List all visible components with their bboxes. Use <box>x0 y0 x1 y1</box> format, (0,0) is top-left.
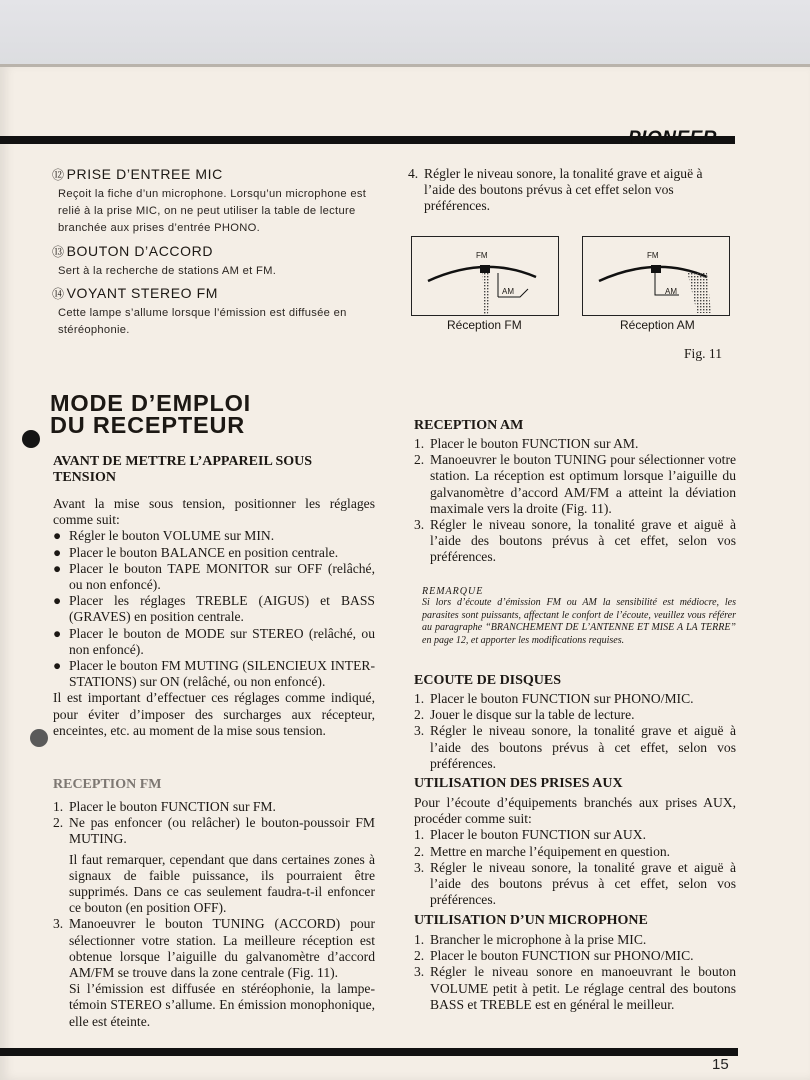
figure-label: Fig. 11 <box>684 346 723 361</box>
figure-caption-am: Réception AM <box>620 318 695 332</box>
section-heading: ECOUTE DE DISQUES <box>414 673 562 688</box>
binder-hole <box>30 729 48 747</box>
controls-description <box>52 166 372 339</box>
section-avant <box>53 454 375 739</box>
item-title: BOUTON D’ACCORD <box>66 243 214 259</box>
bullet: ● <box>53 625 62 641</box>
list-item: 3. Manoeuvrer le bouton TUNING (ACCORD) pour sélectionner votre station. La meilleure réception est obtenue lorsque l’aiguille du galvanomètre d’accord AM/FM se trouve dans la zone centrale (Fig. 11). Si l’émission est diffusée en stéréophonie, la lampe-témoin STEREO s’allume. En émission monophonique, elle est éteinte. <box>53 916 375 1029</box>
section-heading: RECEPTION AM <box>414 418 524 433</box>
meter-fm-diagram <box>411 236 559 316</box>
section-aux <box>414 776 736 908</box>
list-item: 3. Régler le niveau sonore, la tonalité grave et aiguë à l’aide des boutons prévus à cet effet, selon vos préférences. <box>414 859 736 908</box>
footer-rule <box>0 1048 738 1056</box>
list-item: 1. Placer le bouton FUNCTION sur AUX. <box>414 827 646 843</box>
steps-list <box>414 827 736 908</box>
page-number: 15 <box>712 1056 729 1073</box>
item-text: Sert à la recherche de stations AM et FM. <box>58 265 277 277</box>
item-prise-mic <box>52 166 372 237</box>
settings-list <box>53 528 375 690</box>
list-item: ● Placer le bouton TAPE MONITOR sur OFF (relâché, ou non enfoncé). <box>53 560 375 593</box>
list-item: ● Placer les réglages TREBLE (AIGUS) et BASS (GRAVES) en position centrale. <box>53 593 375 625</box>
item-number: ⑭ <box>52 287 65 301</box>
binder-hole <box>22 430 40 448</box>
meter-fm-svg <box>412 237 558 315</box>
steps-list <box>414 691 736 772</box>
list-item: 2. Ne pas enfoncer (ou relâcher) le bouton-poussoir FM MUTING. Il faut remarquer, cependant que dans certaines zones à signaux de faible puissance, ils pourraient être supprimés. Dans ce cas seulement faudra-t-il enfoncer ce bouton (en position OFF). <box>53 815 375 916</box>
list-item: 3. Régler le niveau sonore en manoeuvrant le bouton VOLUME petit à petit. Le réglage central des boutons BASS et TREBLE est en général le meilleur. <box>414 964 736 1012</box>
list-item: ● Placer le bouton BALANCE en position centrale. <box>53 544 339 560</box>
section-ecoute <box>414 673 736 772</box>
section-reception-am <box>414 418 736 566</box>
brand-logo: PIONEER <box>628 128 718 149</box>
list-item: 2. Manoeuvrer le bouton TUNING pour sélectionner votre station. La réception est optimum lorsque l’aiguille du galvanomètre d’accord AM/FM a atteint la déviation maximale vers la droite (Fig. 11). <box>414 452 736 516</box>
steps-list <box>53 799 375 1030</box>
steps-list <box>414 932 736 1013</box>
item-title: PRISE D’ENTREE MIC <box>66 166 223 182</box>
main-title <box>50 392 370 436</box>
bullet: ● <box>53 528 62 544</box>
remark-box <box>422 586 736 647</box>
section-intro: Pour l’écoute d’équipements branchés aux prises AUX, procéder comme suit: <box>414 795 736 827</box>
item-text: Cette lampe s’allume lorsque l’émission est diffusée en stéréophonie. <box>58 307 347 336</box>
section-reception-fm <box>53 777 375 1030</box>
section-heading: RECEPTION FM <box>53 777 162 792</box>
bullet: ● <box>53 544 62 560</box>
item-title: VOYANT STEREO FM <box>66 285 219 301</box>
header-rule <box>0 136 735 144</box>
section-heading: UTILISATION D’UN MICROPHONE <box>414 913 648 928</box>
list-item: ● Placer le bouton FM MUTING (SILENCIEUX INTER-STATIONS) sur ON (relâché, ou non enfoncé). <box>53 658 375 690</box>
list-item: 3. Régler le niveau sonore, la tonalité grave et aiguë à l’aide des boutons prévus à cet effet, selon vos préférences. <box>414 723 736 771</box>
item-number: ⑬ <box>52 245 65 259</box>
main-title-line1: MODE D’EMPLOI <box>50 390 252 416</box>
section-heading: AVANT DE METTRE L’APPAREIL SOUS TENSION <box>53 454 313 485</box>
remark-text: Si lors d’écoute d’émission FM ou AM la sensibilité est médiocre, les parasites sont puissants, affectant le confort de l’écoute, veuillez vous référer au paragraphe “BRANCHEMENT DE L’ANTENNE ET MISE A LA TERRE” en page 12, et apporter les modifications requises. <box>422 597 736 646</box>
meter-label-fm: FM <box>476 251 488 260</box>
list-item: 2. Mettre en marche l’équipement en question. <box>414 843 671 859</box>
meter-label-am: AM <box>665 287 677 296</box>
meter-am-svg <box>583 237 729 315</box>
section-outro: Il est important d’effectuer ces réglages comme indiqué, pour éviter d’imposer des surcharges aux récepteur, enceintes, etc. au moment de la mise sous tension. <box>53 690 375 738</box>
item-number: ⑫ <box>52 168 65 182</box>
section-heading: UTILISATION DES PRISES AUX <box>414 776 623 791</box>
item-text: Reçoit la fiche d’un microphone. Lorsqu’un microphone est relié à la prise MIC, on ne peut utiliser la table de lecture branchée aux prises d’entrée PHONO. <box>58 188 367 234</box>
list-item: 1. Brancher le microphone à la prise MIC. <box>414 932 647 947</box>
page-edge <box>0 64 810 67</box>
remark-heading: REMARQUE <box>422 586 484 597</box>
scan-background <box>0 0 810 64</box>
list-item: 2. Jouer le disque sur la table de lecture. <box>414 707 635 723</box>
section-intro: Avant la mise sous tension, positionner les réglages comme suit: <box>53 496 375 528</box>
bullet: ● <box>53 560 62 576</box>
list-item: 3. Régler le niveau sonore, la tonalité grave et aiguë à l’aide des boutons prévus à cet effet, selon vos préférences. <box>414 517 736 565</box>
item-voyant-stereo <box>52 285 372 339</box>
list-item: 1. Placer le bouton FUNCTION sur AM. <box>414 436 639 451</box>
list-item: 1. Placer le bouton FUNCTION sur PHONO/MIC. <box>414 691 694 706</box>
meter-label-fm: FM <box>647 251 659 260</box>
note: Il faut remarquer, cependant que dans certaines zones à signaux de faible puissance, ils pourraient être supprimés. Dans ce cas seulement faudra-t-il enfoncer ce bouton (en position OFF). <box>69 851 375 916</box>
list-item: ● Placer le bouton de MODE sur STEREO (relâché, ou non enfoncé). <box>53 625 375 657</box>
item-bouton-accord <box>52 243 372 280</box>
list-item: ● Régler le bouton VOLUME sur MIN. <box>53 528 275 544</box>
step-4: 4. Régler le niveau sonore, la tonalité grave et aiguë à l’aide des boutons prévus à cet effet selon vos préférences. <box>408 166 703 214</box>
list-item: 1. Placer le bouton FUNCTION sur FM. <box>53 799 276 814</box>
figure-caption-fm: Réception FM <box>447 318 522 332</box>
meter-label-am: AM <box>502 287 514 296</box>
meter-am-diagram <box>582 236 730 316</box>
steps-list <box>414 436 736 566</box>
section-microphone <box>414 913 736 1013</box>
list-item: 2. Placer le bouton FUNCTION sur PHONO/MIC. <box>414 948 694 964</box>
bullet: ● <box>53 593 62 609</box>
note: Si l’émission est diffusée en stéréophonie, la lampe-témoin STEREO s’allume. En émission monophonique, elle est éteinte. <box>69 981 375 1029</box>
main-title-line2: DU RECEPTEUR <box>50 412 246 438</box>
bullet: ● <box>53 658 62 674</box>
